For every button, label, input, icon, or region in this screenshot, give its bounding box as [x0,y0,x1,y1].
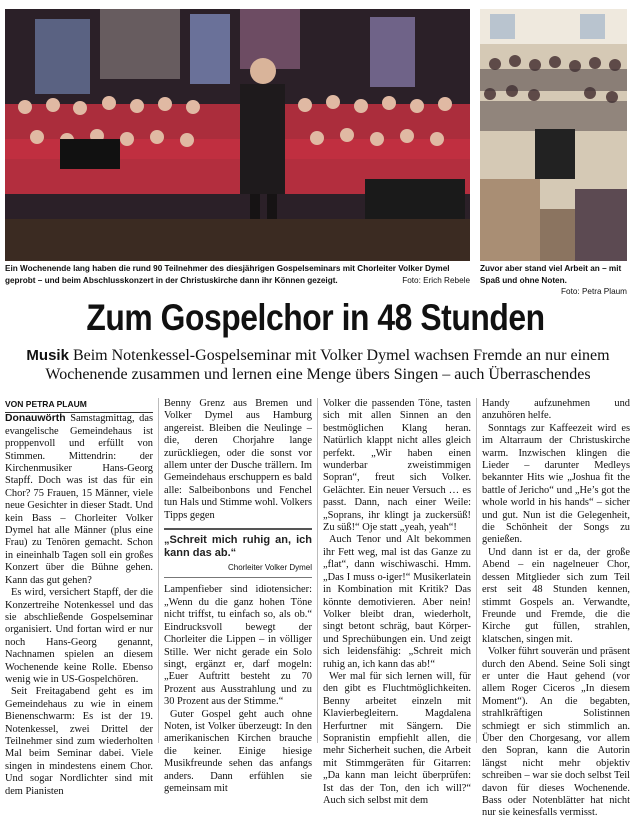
article-paragraph: Wer mal für sich lernen will, für den gibt es Fluchtmöglichkeiten. Benny arbeitet einzeln mit Klavierbegleitern. Magdalena Herfurtner mit Sängern. Die Sopranistin empfiehlt allen, die mehr Sicherheit suchen, die Arbeit mit Stimmgeräten für Gitarren: „Da kann man leicht überprüfen: Ist das der Ton, den ich will?“ Auch sich selbst mit dem [323,670,471,806]
column-rule [158,398,159,743]
left-photo-caption [5,263,470,286]
article-subhead [18,346,618,384]
article-subhead-text: Beim Notenkessel-Gospelseminar mit Volker Dymel wachsen Fremde an nur einem Wochenende zusammen und lernen eine Menge übers Singen – auch Überraschendes [45,347,610,383]
article-paragraph: Lampenfieber sind idiotensicher: „Wenn du die ganz hohen Töne nicht triffst, tu einfach so, als ob.“ Eindrucksvoll bewegt der Chorleiter die Lippen – in völliger Stille. Wer nicht gerade ein Solo singt, ergänzt er, darf mogeln: „Euer Auftritt besteht zu 70 Prozent aus Ausstrahlung und zu 30 Prozent aus der Stimme.“ [164,584,312,708]
column-rule [476,398,477,743]
choir-photo [5,9,470,261]
article-author: VON PETRA PLAUM [5,398,153,413]
rehearsal-photo-illustration [480,9,627,261]
article-paragraph: Es wird, versichert Stapff, der die Konzertreihe Notenkessel und das sie abschließende Gospelseminar organisiert. Und fortan wird er nur noch Hans-Georg genannt, Nachnamen spielen an diesem Wochenende keine Rolle. Ebenso wenig wie in US-Gospelchören. [5,587,153,685]
article-paragraph: Sonntags zur Kaffeezeit wird es im Altarraum der Christuskirche warm. Inzwischen klingen die Lieder – darunter Medleys bekannter Hits wie „Joshua fit the battle of Jericho“ und „He’s got the whole world in his hands“ – sicher und gut. Nun ist die Gelegenheit, die Schönheit der Songs zu genießen. [482,422,630,546]
article-column-1 [5,398,153,798]
left-caption-text: Ein Wochenende lang haben die rund 90 Teilnehmer des diesjährigen Gospelseminars mit Chorleiter Volker Dymel geprobt – und beim Abschlusskonzert in der Christuskirche dann ihr Können gezeigt. [5,264,450,285]
article-column-3 [323,398,471,807]
pull-quote [164,528,312,578]
article-paragraph: Guter Gospel geht auch ohne Noten, ist Volker überzeugt: In den amerikanischen Kirchen brauche die keiner. Einige hiesige Musikfreunde sehen das anfangs anders. Dann erfühlen sie gemeinsam mit [164,708,312,794]
article-headline: Zum Gospelchor in 48 Stunden [86,297,545,338]
rehearsal-photo [480,9,627,261]
article-paragraph: Seit Freitagabend geht es im Gemeindehaus zu wie in einem Bienenschwarm: Es ist der 19. Notenkessel, zwei Drittel der Teilnehmer sind zum wiederholten Mal beim Seminar dabei. Viele singen in mindestens einem Chor. Und sogar Nordlichter sind mit dem Pianisten [5,686,153,797]
article-kicker: Musik [26,347,69,364]
pull-quote-text: „Schreit mich ruhig an, ich kann das ab.“ [164,534,312,560]
right-photo-caption [480,263,627,298]
article-dateline: Donauwörth [5,413,66,425]
article-paragraph [5,413,153,587]
column-rule [317,398,318,743]
article-paragraph: Volker die passenden Töne, tasten sich mit allen Sinnen an den bestmöglichen Klang heran. Natürlich klappt nicht alles gleich perfekt. „Wir haben einen wunderbar zweistimmigen Sopran“, freut sich Volker. Gelächter. Ein neuer Versuch … es passt. Dann, nach einer Weile: „Soprans, ihr klingt ja zuckersüß! Zu süß!“ Oje statt „yeah, yeah“! [323,398,471,534]
article-column-4 [482,398,630,820]
article-paragraph: Volker führt souverän und präsent durch den Abend. Seine Soli singt er unter die Haut gehend (vor allem Roger Ciceros „In diesem Moment“). An die begabten, strahlkräftigen Solistinnen schmiegt er sich stimmlich an. Über den Chorgesang, vor allem den Sopran, kann die Autorin längst nicht mehr objektiv schreiben – war sie doch selbst Teil davon für dieses Wochenende. Bass oder Notenblätter hat nicht nur sie keinesfalls vermisst. [482,646,630,819]
article-paragraph: Handy aufzunehmen und anzuhören helfe. [482,398,630,422]
left-photo-credit: Foto: Erich Rebele [402,275,470,285]
right-caption-text: Zuvor aber stand viel Arbeit an – mit Spaß und ohne Noten. [480,264,622,285]
article-paragraph: Und dann ist er da, der große Abend – ein nagelneuer Chor, dessen Mitglieder sich zum Teil erst seit 48 Stunden kennen, stimmt Gospels an. Verwandte, Freunde und Fremde, die die Kirche gut füllen, strahlen, klatschen, singen mit. [482,546,630,645]
paragraph-text: Samstagmittag, das evangelische Gemeindehaus ist proppenvoll und erfüllt von Stimmen. Mittendrin: der Kirchenmusiker Hans-Georg Stapff. Doch was ist das für ein Chor? 75 Frauen, 15 Männer, viele neue Gesichter in dieser Stadt. Und kein Bass – Chorleiter Volker Dymel hat alle Männer (plus eine Frau) zu Tenören gemacht. Schon in eineinhalb Tagen soll ein großes Konzert über die Bühne gehen. Kann das gut gehen? [5,413,153,586]
article-column-2 [164,398,312,795]
choir-photo-illustration [5,9,470,261]
pull-quote-source: Chorleiter Volker Dymel [227,563,312,573]
right-photo-credit: Foto: Petra Plaum [561,287,627,296]
article-paragraph: Auch Tenor und Alt bekommen ihr Fett weg, mal ist das Ganze zu „flat“, dann wischiwaschi. Hmm. „Das I muss o-iger!“ Musikerlatein in Kombination mit Kritik? Das könnte demotivieren. Aber nein! Volker bleibt dran, wiederholt, singt betont schräg, baut Körper- und Sprechübungen ein. Und zeigt sich leidensfähig: „Schreit mich ruhig an, ich kann das ab!“ [323,534,471,670]
article-paragraph: Benny Grenz aus Bremen und Volker Dymel aus Hamburg angereist. Bleiben die Neulinge – die, deren Chorjahre lange zurückliegen, oder die sonst vor allem unter der Dusche trällern. Im Gemeindehaus erschuppern es bald alle: Salbeibonbons und Fenchel tun Hals und Stimme wohl. Volkers Tipps gegen [164,398,312,521]
